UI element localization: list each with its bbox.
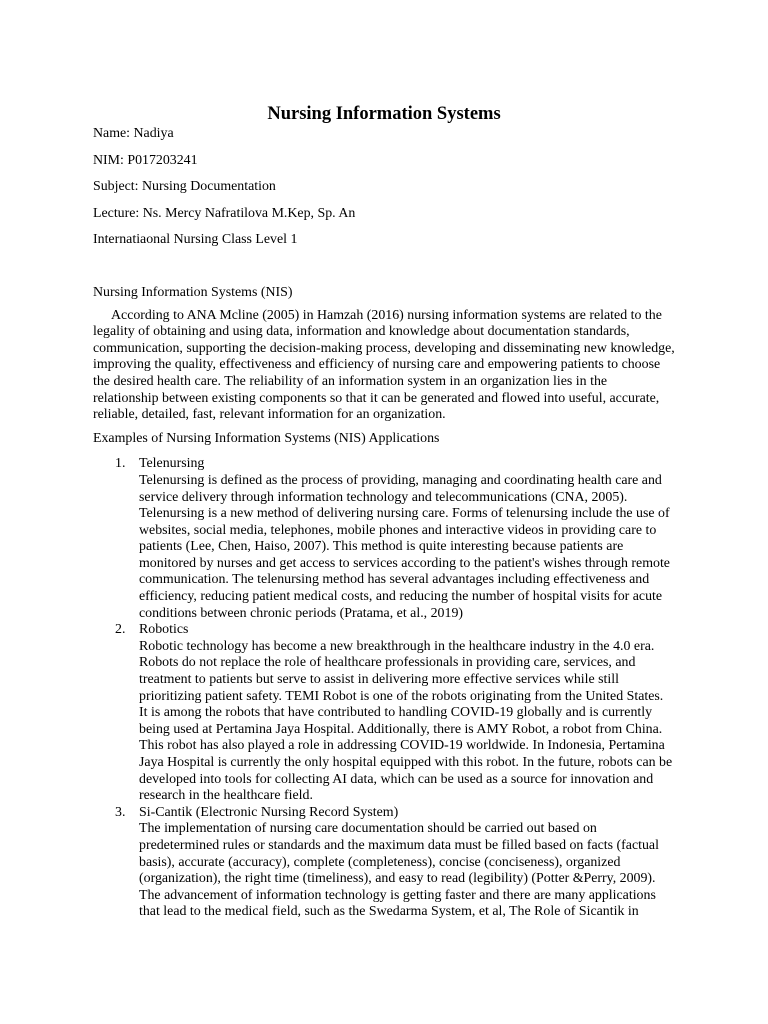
applications-list <box>93 456 675 921</box>
list-number: 2. <box>115 622 126 638</box>
list-number: 3. <box>115 804 126 820</box>
list-item-title: Telenursing <box>139 456 205 472</box>
list-item-title: Si-Cantik (Electronic Nursing Record System) <box>139 804 399 820</box>
list-item <box>93 456 675 622</box>
meta-name: Name: Nadiya <box>93 126 174 141</box>
blank-line <box>93 259 675 285</box>
list-item <box>93 622 675 805</box>
meta-class: Internatiaonal Nursing Class Level 1 <box>93 232 298 248</box>
meta-nim: NIM: P017203241 <box>93 152 198 168</box>
document-title: Nursing Information Systems <box>267 104 501 124</box>
meta-lecture: Lecture: Ns. Mercy Nafratilova M.Kep, Sp. An <box>93 205 356 221</box>
meta-subject: Subject: Nursing Documentation <box>93 179 276 195</box>
intro-paragraph: According to ANA Mcline (2005) in Hamzah (2016) nursing information systems are related to the legality of obtaining and using data, information and knowledge about documentation standards, communication, supporting the decision-making process, developing and disseminating new knowledge, improving the quality, effectiveness and efficiency of nursing care and empowering patients to choose the desired health care. The reliability of an information system in an organization lies in the relationship between existing components so that it can be generated and flowed into useful, accurate, reliable, detailed, fast, relevant information for an organization. <box>93 307 675 423</box>
list-item <box>93 805 675 921</box>
section-heading: Nursing Information Systems (NIS) <box>93 284 293 300</box>
list-number: 1. <box>115 456 126 472</box>
document-content <box>93 102 675 921</box>
list-item-body: Robotic technology has become a new breakthrough in the healthcare industry in the 4.0 era. Robots do not replace the role of healthcare professionals in providing care, services, and treatment to patients but serve to assist in delivering more effective services while still prioritizing patient safety. TEMI Robot is one of the robots originating from the United States. It is among the robots that have contributed to handling COVID-19 globally and is currently being used at Pertamina Jaya Hospital. Additionally, there is AMY Robot, a robot from China. This robot has also played a role in addressing COVID-19 worldwide. In Indonesia, Pertamina Jaya Hospital is currently the only hospital equipped with this robot. In the future, robots can be developed into tools for collecting AI data, which can be used as a source for innovation and research in the healthcare field. <box>139 638 673 804</box>
list-item-title: Robotics <box>139 622 189 638</box>
list-item-body: The implementation of nursing care documentation should be carried out based on predetermined rules or standards and the maximum data must be filled based on facts (factual basis), accurate (accuracy), complete (completeness), concise (conciseness), organized (organization), the right time (timeliness), and easy to read (legibility) (Potter &Perry, 2009). The advancement of information technology is getting faster and there are many applications that lead to the medical field, such as the Swedarma System, et al, The Role of Sicantik in <box>139 821 659 920</box>
examples-heading: Examples of Nursing Information Systems (NIS) Applications <box>93 430 440 446</box>
list-item-body: Telenursing is defined as the process of providing, managing and coordinating health care and service delivery through information technology and telecommunications (CNA, 2005). Telenursing is a new method of delivering nursing care. Forms of telenursing include the use of websites, social media, telephones, mobile phones and interactive videos in providing care to patients (Lee, Chen, Haiso, 2007). This method is quite interesting because patients are monitored by nurses and get access to services according to the patient's wishes through remote communication. The telenursing method has several advantages including effectiveness and efficiency, reducing patient medical costs, and reducing the number of hospital visits for acute conditions between chronic periods (Pratama, et al., 2019) <box>139 472 670 621</box>
